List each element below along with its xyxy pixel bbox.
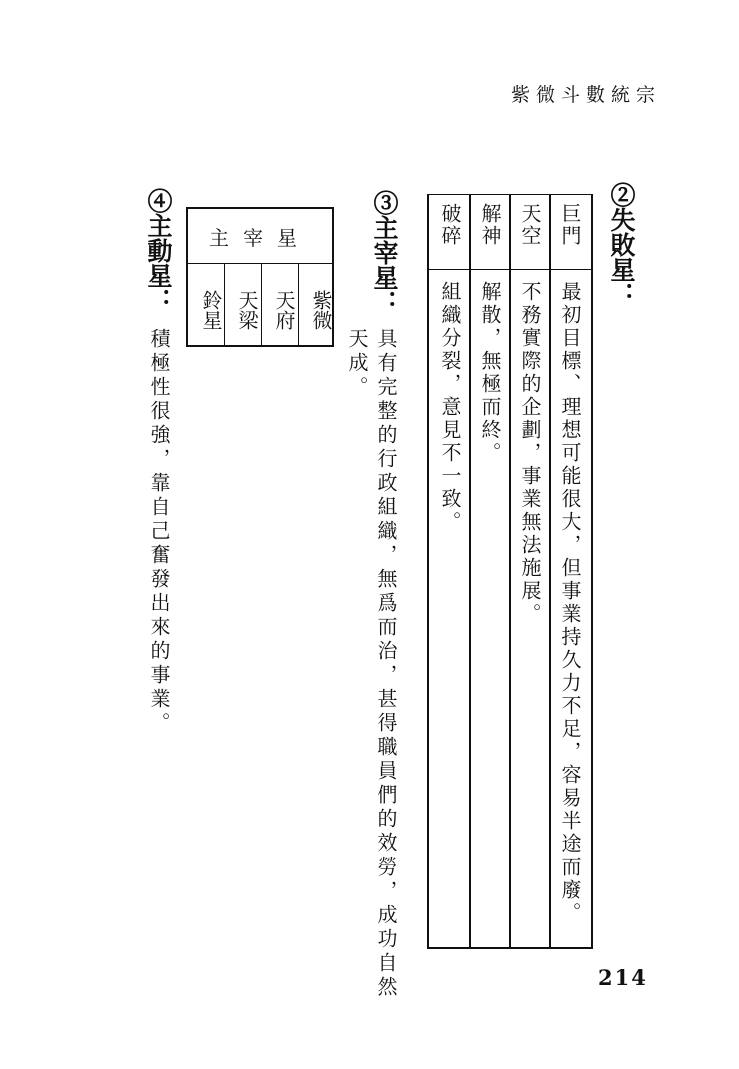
- star-cell: 紫微: [309, 289, 333, 330]
- table-row: [510, 195, 549, 947]
- star-description: 不務實際的企劃，事業無法施展。: [518, 281, 542, 626]
- star-name: 巨門: [558, 203, 582, 247]
- section3-heading: ③主宰星：: [370, 190, 399, 315]
- section3-text-continued: 天成。: [345, 328, 369, 400]
- star-description: 解散，無極而終。: [478, 281, 502, 465]
- section3-text: 具有完整的行政組織，無爲而治，甚得職員們的效勞，成功自然: [374, 328, 398, 1000]
- star-cell: 天府: [272, 289, 296, 330]
- page-number: 214: [598, 965, 648, 990]
- star-cell: 天梁: [235, 289, 259, 330]
- section4-heading: ④主動星：: [144, 188, 173, 313]
- star-cell: 鈴星: [199, 289, 223, 330]
- star-name: 解神: [478, 203, 502, 247]
- ruling-star-table: [186, 207, 334, 347]
- failure-star-table: [427, 194, 593, 949]
- table-row: [430, 195, 469, 947]
- star-description: 組織分裂，意見不一致。: [438, 281, 462, 534]
- table-row: [550, 195, 589, 947]
- star-description: 最初目標、理想可能很大，但事業持久力不足，容易半途而廢。: [558, 281, 582, 925]
- table-header: 主宰星: [188, 209, 332, 264]
- star-name: 天空: [518, 203, 542, 247]
- star-name: 破碎: [438, 203, 462, 247]
- table-row: [470, 195, 509, 947]
- section4-text: 積極性很強，靠自己奮發出來的事業。: [147, 328, 171, 736]
- section2-heading: ②失敗星：: [607, 182, 636, 307]
- running-header: 紫微斗數統宗: [510, 84, 661, 106]
